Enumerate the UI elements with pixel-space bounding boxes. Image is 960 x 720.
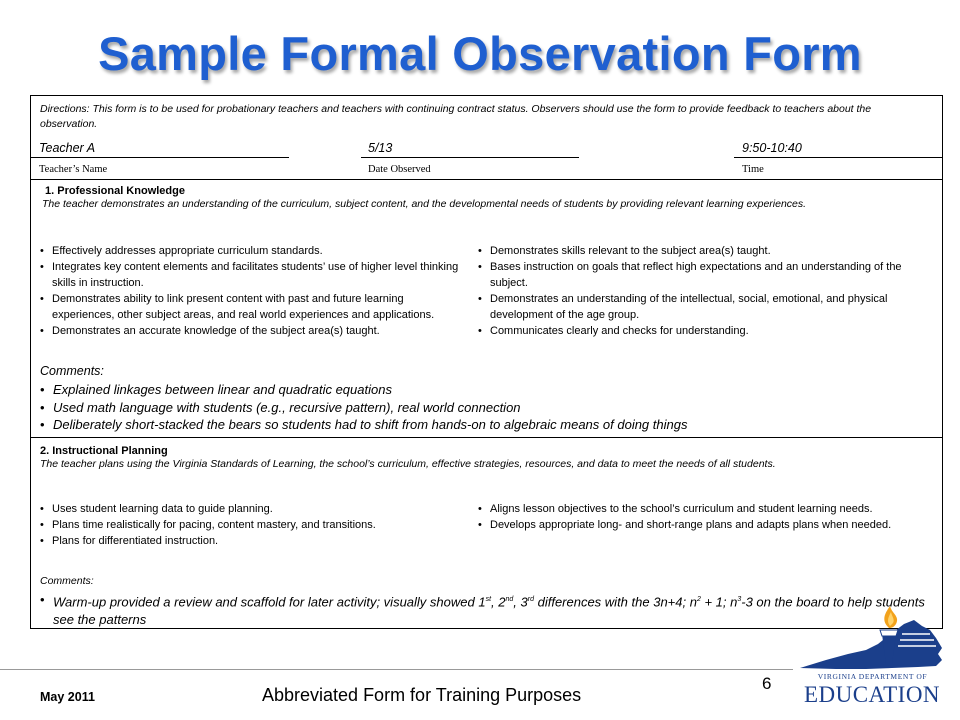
section-professional-knowledge: [42, 185, 927, 212]
list-item: • Plans for differentiated instruction.: [40, 533, 470, 549]
date-underline: [361, 157, 579, 158]
footer-date: May 2011: [40, 690, 95, 704]
comment-item: • Warm-up provided a review and scaffold for later activity; visually showed 1st, 2nd, 3rd differences with the 3n+4; $n^2 + 1$; $n^3-3$ on the board to help students see the patterns: [40, 591, 935, 628]
list-item: • Effectively addresses appropriate curriculum standards.: [40, 243, 460, 259]
teacher-name-value: Teacher A: [39, 141, 96, 155]
list-item: • Plans time realistically for pacing, content mastery, and transitions.: [40, 517, 470, 533]
teacher-name-underline: [31, 157, 289, 158]
section1-comments-list: [40, 381, 935, 434]
date-observed-value: 5/13: [368, 141, 393, 155]
footer-divider: [0, 669, 793, 670]
list-item: • Integrates key content elements and facilitates students’ use of higher level thinking skills in instruction.: [40, 259, 460, 291]
comment-item: • Used math language with students (e.g., recursive pattern), real world connection: [40, 399, 935, 417]
vdoe-logo-top-text: VIRGINIA DEPARTMENT OF: [817, 672, 928, 681]
list-item: • Communicates clearly and checks for understanding.: [478, 323, 928, 339]
section1-left-list: [40, 243, 460, 339]
list-item: • Demonstrates an understanding of the intellectual, social, emotional, and physical development of the age group.: [478, 291, 928, 323]
section2-description: The teacher plans using the Virginia Standards of Learning, the school’s curriculum, effective strategies, resources, and data to meet the needs of all students.: [40, 458, 776, 470]
divider-1: [31, 179, 942, 180]
list-item: • Aligns lesson objectives to the school’s curriculum and student learning needs.: [478, 501, 933, 517]
section1-description: The teacher demonstrates an understanding of the curriculum, subject content, and the developmental needs of students by providing relevant learning experiences.: [42, 198, 807, 210]
time-underline: [734, 157, 942, 158]
section-instructional-planning: [40, 445, 925, 472]
section2-left-list: [40, 501, 470, 549]
list-item: • Demonstrates skills relevant to the subject area(s) taught.: [478, 243, 928, 259]
section2-right-list: [478, 501, 933, 533]
section1-right-list: [478, 243, 928, 339]
list-item: • Bases instruction on goals that reflect high expectations and an understanding of the subject.: [478, 259, 928, 291]
section1-heading: 1. Professional Knowledge: [45, 185, 185, 197]
form-directions: Directions: This form is to be used for probationary teachers and teachers with continuing contract status. Observers should use the form to provide feedback to teachers about the observation.: [40, 103, 872, 130]
observation-form: [30, 95, 943, 629]
page-number: 6: [762, 674, 772, 693]
section2-heading: 2. Instructional Planning: [40, 445, 168, 457]
list-item: • Develops appropriate long- and short-range plans and adapts plans when needed.: [478, 517, 933, 533]
divider-2: [31, 437, 942, 438]
date-observed-label: Date Observed: [368, 164, 431, 175]
comment-item: • Deliberately short-stacked the bears so students had to shift from hands-on to algebraic means of doing things: [40, 416, 935, 434]
list-item: • Uses student learning data to guide planning.: [40, 501, 470, 517]
time-label: Time: [742, 164, 764, 175]
list-item: • Demonstrates an accurate knowledge of the subject area(s) taught.: [40, 323, 460, 339]
section2-comments-label: Comments:: [40, 575, 94, 587]
vdoe-logo-bottom-text: EDUCATION: [803, 682, 941, 707]
comment-item: • Explained linkages between linear and quadratic equations: [40, 381, 935, 399]
section1-comments-label: Comments:: [40, 364, 104, 378]
time-value: 9:50-10:40: [742, 141, 802, 155]
teacher-name-label: Teacher’s Name: [39, 164, 108, 175]
list-item: • Demonstrates ability to link present content with past and future learning experiences, other subject areas, and real world experiences and applications.: [40, 291, 460, 323]
footer-note: Abbreviated Form for Training Purposes: [262, 685, 582, 705]
page-title: Sample Formal Observation Form: [98, 27, 862, 80]
